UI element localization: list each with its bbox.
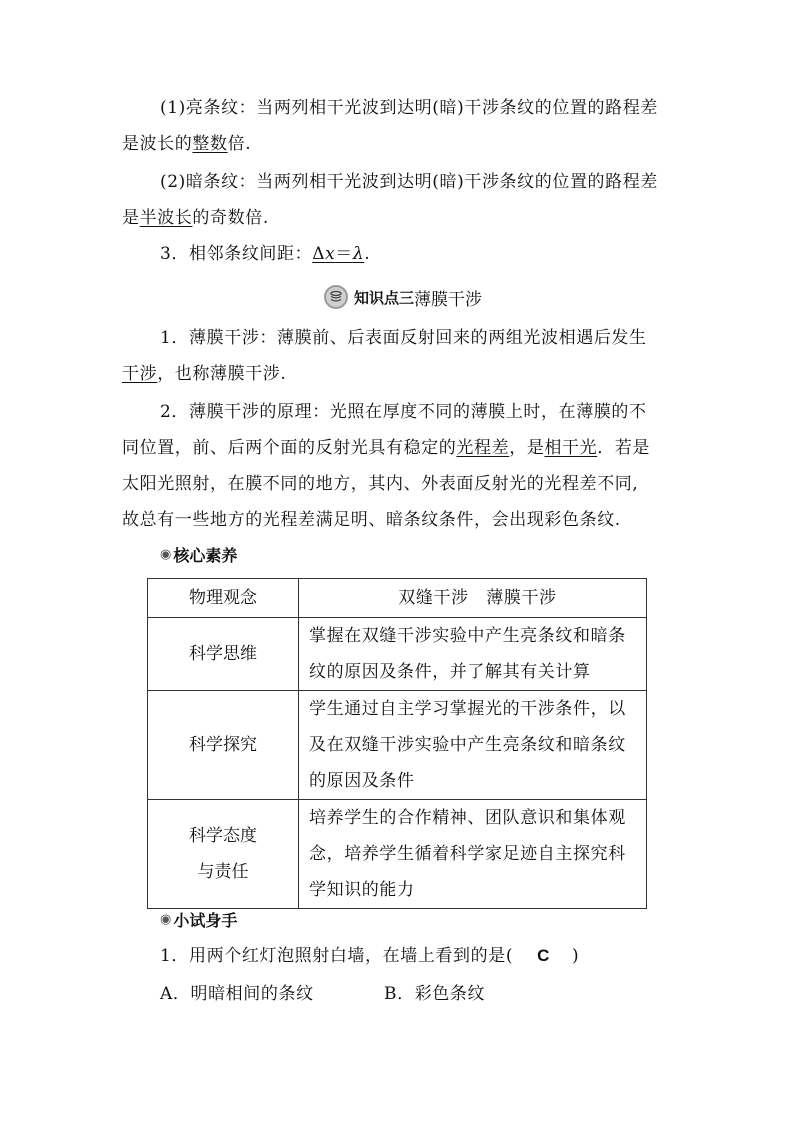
blank-answer-integer: 整数	[192, 134, 228, 154]
quick-test-label: ◉ 小试身手	[160, 911, 238, 930]
bright-fringe-line-2: 是波长的整数倍.	[122, 134, 252, 154]
film-principle-line-2: 同位置，前、后两个面的反射光具有稳定的光程差，是相干光．若是	[122, 438, 651, 458]
table-cell: 掌握在双缝干涉实验中产生亮条纹和暗条 纹的原因及条件，并了解其有关计算	[299, 618, 647, 691]
blank-answer-half-wavelength: 半波长	[139, 208, 193, 228]
option-a: A．明暗相间的条纹	[160, 984, 314, 1004]
table-cell: 学生通过自主学习掌握光的干涉条件，以 及在双缝干涉实验中产生亮条纹和暗条纹 的原因及条件	[299, 691, 647, 800]
table-cell: 双缝干涉 薄膜干涉	[299, 579, 647, 618]
bullet-circle-icon: ◉	[160, 912, 172, 927]
film-interference-def-line-2: 干涉，也称薄膜干涉.	[122, 364, 287, 384]
bright-fringe-line-1: (1)亮条纹：当两列相干光波到达明(暗)干涉条纹的位置的路程差	[160, 98, 658, 118]
blank-answer-path-difference: 光程差	[456, 438, 510, 458]
question-stem: 1．用两个红灯泡照射白墙，在墙上看到的是( C )	[160, 946, 580, 966]
knowledge-point-heading	[324, 282, 482, 312]
table-row	[148, 800, 647, 909]
blank-answer-interference: 干涉	[122, 364, 158, 384]
dark-fringe-line-1: (2)暗条纹：当两列相干光波到达明(暗)干涉条纹的位置的路程差	[160, 172, 658, 192]
blank-answer-spacing-formula: Δx＝λ	[312, 244, 365, 264]
option-b: B．彩色条纹	[384, 984, 486, 1004]
bullet-circle-icon: ◉	[160, 547, 172, 562]
table-cell: 物理观念	[148, 579, 299, 618]
film-principle-line-1: 2．薄膜干涉的原理：光照在厚度不同的薄膜上时，在薄膜的不	[160, 402, 647, 422]
blank-answer-coherent-light: 相干光	[544, 438, 598, 458]
table-row	[148, 691, 647, 800]
table-cell: 科学态度 与责任	[148, 800, 299, 909]
table-cell: 科学探究	[148, 691, 299, 800]
film-interference-def-line-1: 1．薄膜干涉：薄膜前、后表面反射回来的两组光波相遇后发生	[160, 328, 647, 348]
knowledge-point-title: 薄膜干涉	[414, 289, 483, 310]
table-cell: 科学思维	[148, 618, 299, 691]
stacked-discs-icon	[324, 285, 348, 309]
fringe-spacing-line: 3．相邻条纹间距：Δx＝λ.	[160, 244, 371, 264]
core-literacy-table	[147, 578, 647, 909]
table-cell: 培养学生的合作精神、团队意识和集体观 念，培养学生循着科学家足迹自主探究科 学知识的能力	[299, 800, 647, 909]
core-literacy-label: ◉ 核心素养	[160, 546, 238, 565]
knowledge-point-number: 知识点三	[354, 288, 415, 307]
dark-fringe-line-2: 是半波长的奇数倍.	[122, 208, 269, 228]
film-principle-line-3: 太阳光照射，在膜不同的地方，其内、外表面反射光的光程差不同,	[122, 474, 639, 494]
table-row	[148, 579, 647, 618]
answer-letter: C	[537, 946, 550, 965]
table-row	[148, 618, 647, 691]
film-principle-line-4: 故总有一些地方的光程差满足明、暗条纹条件，会出现彩色条纹.	[122, 510, 621, 530]
